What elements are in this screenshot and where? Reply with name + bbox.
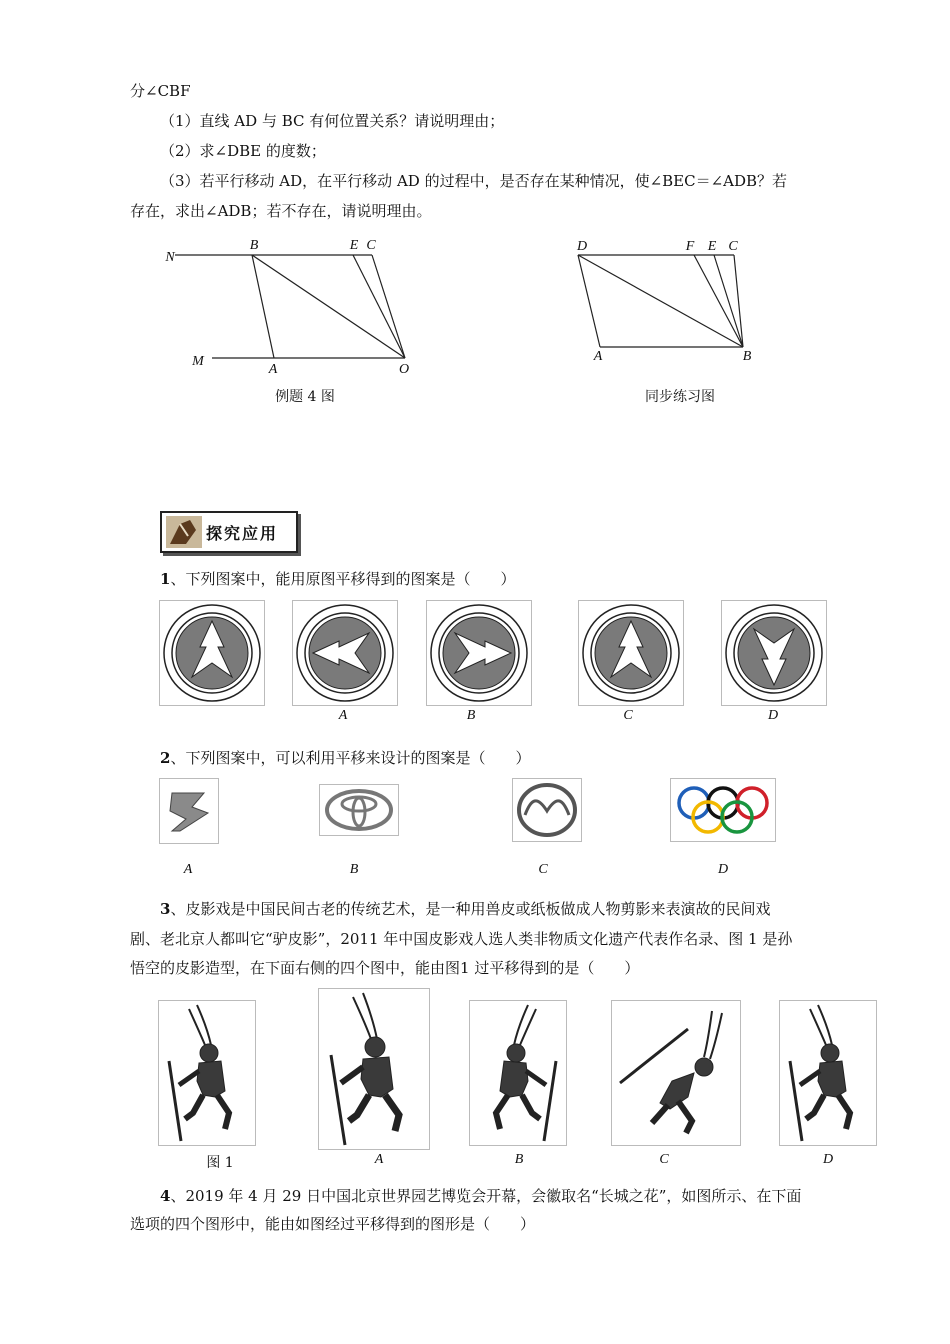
- q2-option-b-label: B: [349, 862, 359, 877]
- label-C: C: [366, 238, 376, 253]
- q3-option-a-label: A: [374, 1152, 384, 1167]
- label-O: O: [398, 362, 410, 377]
- q3-line-3: 悟空的皮影造型，在下面右侧的四个图中，能由图1 过平移得到的是（ ）: [130, 959, 640, 977]
- q3-option-c-label: C: [659, 1152, 669, 1167]
- q3-line-1: [160, 898, 770, 919]
- problem-line-1: 分∠CBF: [130, 82, 191, 100]
- q2-number: 2: [160, 749, 171, 767]
- label-A2: A: [593, 349, 603, 364]
- pen-icon: [166, 516, 202, 548]
- label-A: A: [268, 362, 278, 377]
- section-header: [160, 511, 298, 553]
- label-N: N: [165, 250, 175, 265]
- label-B: B: [249, 238, 259, 253]
- question-3-text-b: 存在，求出∠ADB；若不存在，请说明理由。: [130, 202, 432, 220]
- q2-text: 、下列图案中，可以利用平移来设计的图案是（ ）: [170, 749, 531, 767]
- puppet-option-b[interactable]: [469, 1000, 567, 1146]
- puppet-option-d[interactable]: [779, 1000, 877, 1146]
- q4-number: 4: [160, 1187, 171, 1205]
- puppet-option-c[interactable]: [611, 1000, 741, 1146]
- q2-line: [160, 747, 530, 768]
- q1-option-b-pattern[interactable]: [426, 600, 532, 706]
- label-E: E: [349, 238, 359, 253]
- q1-option-d-label: D: [767, 708, 779, 723]
- suzuki-logo[interactable]: [159, 778, 219, 844]
- q3-line-2: 剧、老北京人都叫它“驴皮影”，2011 年中国皮影戏人选人类非物质文化遗产代表作名录、图 1 是孙: [130, 930, 793, 948]
- q1-option-a-pattern[interactable]: [292, 600, 398, 706]
- label-B2: B: [742, 349, 752, 364]
- q4-line-1: [160, 1185, 801, 1206]
- q1-number: 1: [160, 570, 171, 588]
- puppet-figure-1: [158, 1000, 256, 1146]
- q1-option-a-label: A: [338, 708, 348, 723]
- q1-option-c-pattern[interactable]: [578, 600, 684, 706]
- practice-figure: [570, 240, 760, 360]
- question-1-text: （1）直线 AD 与 BC 有何位置关系？请说明理由；: [160, 112, 505, 130]
- label-M: M: [192, 354, 204, 369]
- puppet-option-a[interactable]: [318, 988, 430, 1150]
- puppet-caption-fig1: 图 1: [206, 1155, 234, 1171]
- q4-text-1: 、2019 年 4 月 29 日中国北京世界园艺博览会开幕，会徽取名“长城之花”，如图所示、在下面: [170, 1187, 802, 1205]
- q1-original-pattern: [159, 600, 265, 706]
- q1-line: [160, 568, 515, 589]
- label-E2: E: [707, 239, 717, 254]
- q1-text: 、下列图案中，能用原图平移得到的图案是（ ）: [170, 570, 516, 588]
- q3-option-b-label: B: [514, 1152, 524, 1167]
- example-4-caption: 例题 4 图: [275, 389, 335, 405]
- q1-option-c-label: C: [623, 708, 633, 723]
- label-D: D: [576, 239, 588, 254]
- q4-line-2: 选项的四个图形中，能由如图经过平移得到的图形是（ ）: [130, 1215, 536, 1233]
- question-2-text: （2）求∠DBE 的度数；: [160, 142, 326, 160]
- question-3-text-a: （3）若平行移动 AD，在平行移动 AD 的过程中，是否存在某种情况，使∠BEC＝∠ADB？若: [160, 172, 788, 190]
- q1-option-d-pattern[interactable]: [721, 600, 827, 706]
- toyota-logo[interactable]: [319, 784, 399, 836]
- q1-option-b-label: B: [466, 708, 476, 723]
- q2-option-a-label: A: [183, 862, 193, 877]
- q3-number: 3: [160, 900, 171, 918]
- q3-option-d-label: D: [822, 1152, 834, 1167]
- mazda-logo[interactable]: [512, 778, 582, 842]
- q3-text-1: 、皮影戏是中国民间古老的传统艺术，是一种用兽皮或纸板做成人物剪影来表演故的民间戏: [170, 900, 771, 918]
- label-F: F: [685, 239, 695, 254]
- q2-option-c-label: C: [538, 862, 548, 877]
- olympic-rings[interactable]: [670, 778, 776, 842]
- practice-caption: 同步练习图: [645, 389, 715, 405]
- section-title: 探究应用: [206, 524, 279, 543]
- label-C2: C: [728, 239, 738, 254]
- q2-option-d-label: D: [717, 862, 729, 877]
